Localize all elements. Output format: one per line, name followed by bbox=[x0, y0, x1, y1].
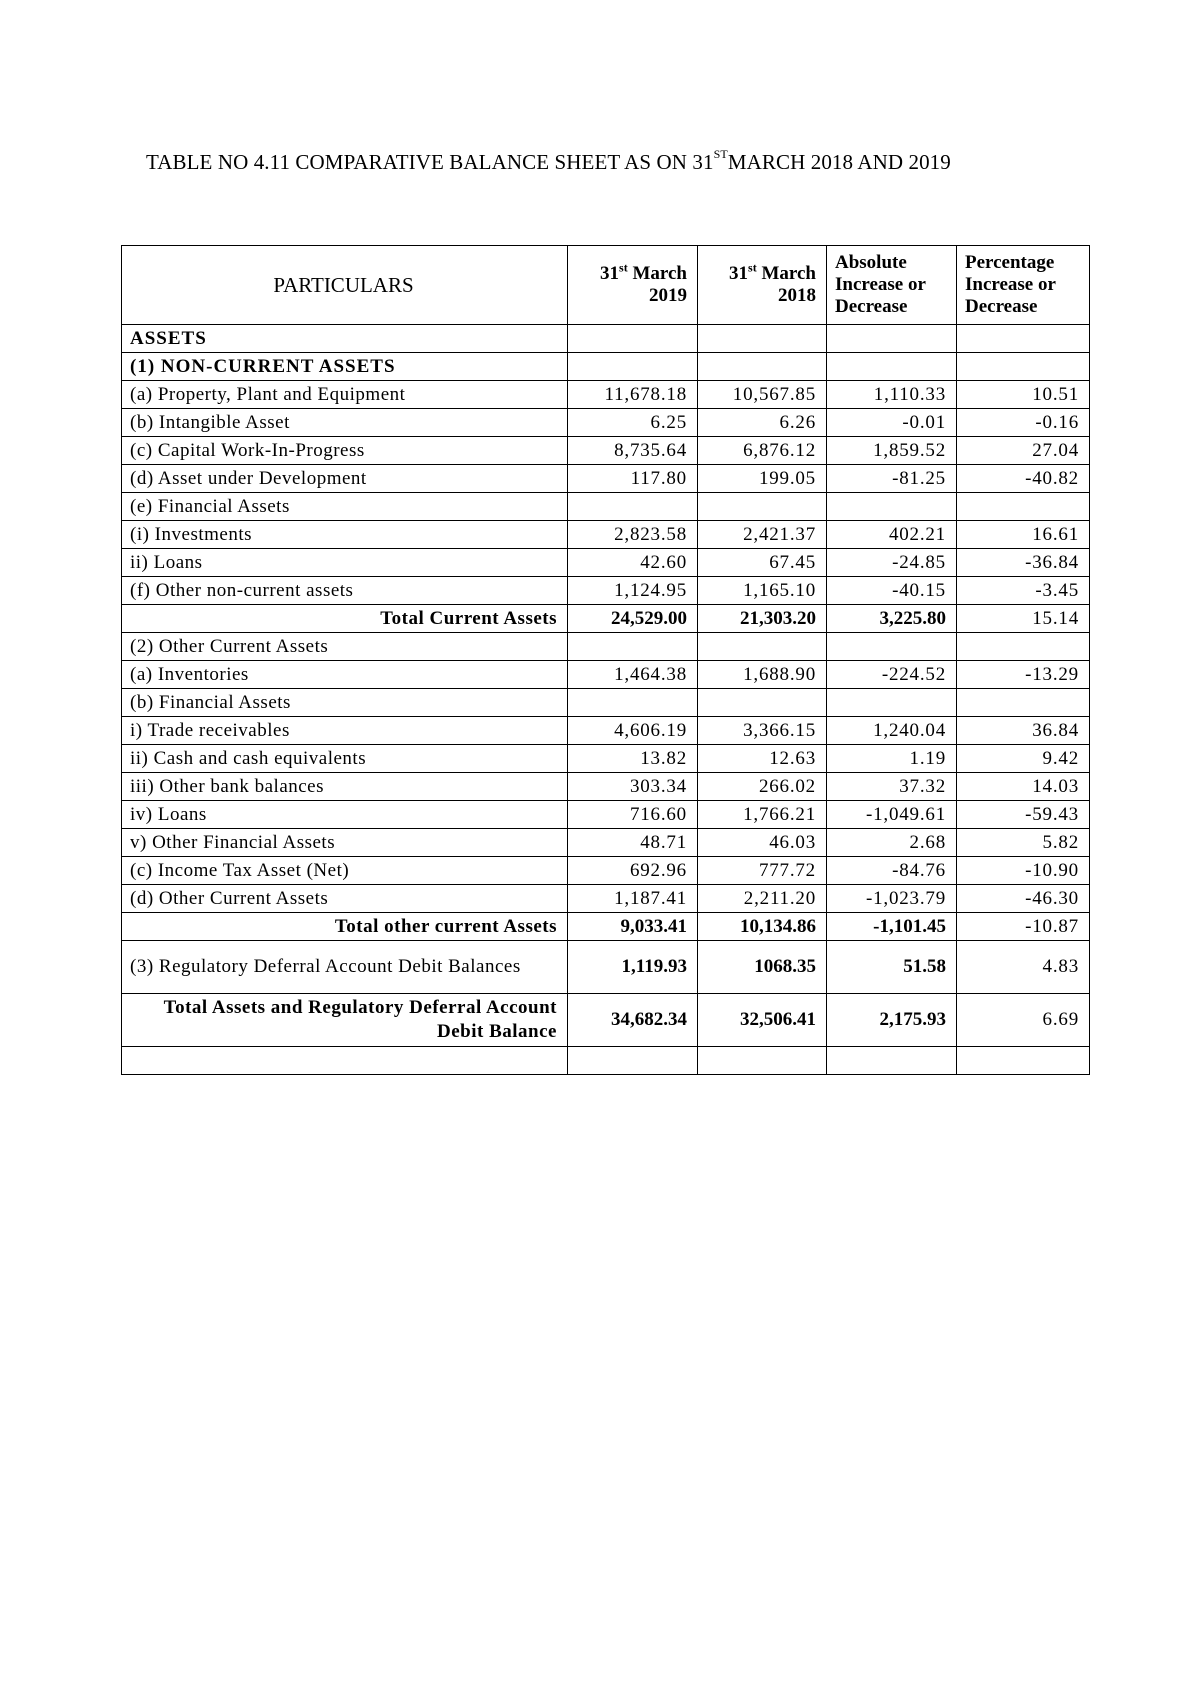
header-row bbox=[122, 246, 1090, 325]
value-2019: 692.96 bbox=[568, 857, 698, 885]
value-2019: 2,823.58 bbox=[568, 521, 698, 549]
table-row bbox=[122, 633, 1090, 661]
percentage-change bbox=[957, 633, 1090, 661]
header-march-2019 bbox=[568, 246, 698, 325]
row-label: iii) Other bank balances bbox=[122, 773, 568, 801]
absolute-change: -1,023.79 bbox=[827, 885, 957, 913]
table-row bbox=[122, 381, 1090, 409]
value-2019: 1,124.95 bbox=[568, 577, 698, 605]
header-march-2018 bbox=[698, 246, 827, 325]
percentage-change: -10.90 bbox=[957, 857, 1090, 885]
value-2019: 6.25 bbox=[568, 409, 698, 437]
value-2018: 32,506.41 bbox=[698, 994, 827, 1047]
absolute-change bbox=[827, 1047, 957, 1075]
value-2018: 67.45 bbox=[698, 549, 827, 577]
percentage-change: -46.30 bbox=[957, 885, 1090, 913]
percentage-change: 4.83 bbox=[957, 941, 1090, 994]
percentage-change: -10.87 bbox=[957, 913, 1090, 941]
table-row bbox=[122, 941, 1090, 994]
percentage-change: -3.45 bbox=[957, 577, 1090, 605]
value-2019 bbox=[568, 1047, 698, 1075]
table-row bbox=[122, 829, 1090, 857]
value-2018 bbox=[698, 493, 827, 521]
header-2019-suffix: March 2019 bbox=[627, 263, 687, 306]
percentage-change: 16.61 bbox=[957, 521, 1090, 549]
header-percentage-change: Percentage Increase or Decrease bbox=[957, 246, 1090, 325]
table-row bbox=[122, 1047, 1090, 1075]
value-2018: 1068.35 bbox=[698, 941, 827, 994]
percentage-change: -0.16 bbox=[957, 409, 1090, 437]
absolute-change: 37.32 bbox=[827, 773, 957, 801]
absolute-change: 2.68 bbox=[827, 829, 957, 857]
row-label: ASSETS bbox=[122, 325, 568, 353]
row-label: (d) Asset under Development bbox=[122, 465, 568, 493]
absolute-change: 1.19 bbox=[827, 745, 957, 773]
table-row bbox=[122, 465, 1090, 493]
absolute-change: 51.58 bbox=[827, 941, 957, 994]
absolute-change: 1,859.52 bbox=[827, 437, 957, 465]
absolute-change: -1,049.61 bbox=[827, 801, 957, 829]
value-2019 bbox=[568, 689, 698, 717]
value-2018: 266.02 bbox=[698, 773, 827, 801]
value-2019: 117.80 bbox=[568, 465, 698, 493]
value-2019: 716.60 bbox=[568, 801, 698, 829]
value-2018: 1,165.10 bbox=[698, 577, 827, 605]
header-2018-prefix: 31 bbox=[729, 263, 749, 284]
percentage-change bbox=[957, 493, 1090, 521]
absolute-change: -40.15 bbox=[827, 577, 957, 605]
absolute-change: 3,225.80 bbox=[827, 605, 957, 633]
percentage-change: -40.82 bbox=[957, 465, 1090, 493]
row-label: i) Trade receivables bbox=[122, 717, 568, 745]
percentage-change: 27.04 bbox=[957, 437, 1090, 465]
table-row bbox=[122, 689, 1090, 717]
row-label: ii) Loans bbox=[122, 549, 568, 577]
percentage-change: -13.29 bbox=[957, 661, 1090, 689]
value-2019: 11,678.18 bbox=[568, 381, 698, 409]
absolute-change: -24.85 bbox=[827, 549, 957, 577]
row-label: iv) Loans bbox=[122, 801, 568, 829]
value-2019: 8,735.64 bbox=[568, 437, 698, 465]
table-row bbox=[122, 717, 1090, 745]
value-2018: 12.63 bbox=[698, 745, 827, 773]
table-row bbox=[122, 857, 1090, 885]
absolute-change: 1,110.33 bbox=[827, 381, 957, 409]
value-2019: 1,119.93 bbox=[568, 941, 698, 994]
absolute-change: -224.52 bbox=[827, 661, 957, 689]
value-2019: 42.60 bbox=[568, 549, 698, 577]
absolute-change bbox=[827, 689, 957, 717]
value-2019: 24,529.00 bbox=[568, 605, 698, 633]
table-row bbox=[122, 913, 1090, 941]
table-row bbox=[122, 325, 1090, 353]
percentage-change bbox=[957, 689, 1090, 717]
row-label: (c) Capital Work-In-Progress bbox=[122, 437, 568, 465]
row-label: (c) Income Tax Asset (Net) bbox=[122, 857, 568, 885]
row-label: (3) Regulatory Deferral Account Debit Balances bbox=[122, 941, 568, 994]
row-label: (1) NON-CURRENT ASSETS bbox=[122, 353, 568, 381]
row-label: (b) Financial Assets bbox=[122, 689, 568, 717]
title-suffix: MARCH 2018 AND 2019 bbox=[727, 150, 951, 174]
table-row bbox=[122, 773, 1090, 801]
table-row bbox=[122, 493, 1090, 521]
percentage-change: 5.82 bbox=[957, 829, 1090, 857]
row-label: (i) Investments bbox=[122, 521, 568, 549]
absolute-change bbox=[827, 633, 957, 661]
percentage-change: -59.43 bbox=[957, 801, 1090, 829]
balance-sheet-table bbox=[121, 245, 1090, 1075]
value-2018: 777.72 bbox=[698, 857, 827, 885]
row-label: v) Other Financial Assets bbox=[122, 829, 568, 857]
absolute-change bbox=[827, 493, 957, 521]
percentage-change: 36.84 bbox=[957, 717, 1090, 745]
value-2018: 2,211.20 bbox=[698, 885, 827, 913]
value-2019: 1,187.41 bbox=[568, 885, 698, 913]
percentage-change: 10.51 bbox=[957, 381, 1090, 409]
percentage-change: -36.84 bbox=[957, 549, 1090, 577]
absolute-change: 402.21 bbox=[827, 521, 957, 549]
table-row bbox=[122, 549, 1090, 577]
value-2018 bbox=[698, 689, 827, 717]
table-row bbox=[122, 577, 1090, 605]
header-2019-sup: st bbox=[619, 260, 628, 275]
value-2019 bbox=[568, 633, 698, 661]
table-row bbox=[122, 885, 1090, 913]
header-2018-sup: st bbox=[748, 260, 757, 275]
row-label: Total Assets and Regulatory Deferral Account Debit Balance bbox=[122, 994, 568, 1047]
title-prefix: TABLE NO 4.11 COMPARATIVE BALANCE SHEET AS ON 31 bbox=[146, 150, 714, 174]
value-2018 bbox=[698, 353, 827, 381]
table-row bbox=[122, 409, 1090, 437]
value-2018: 1,688.90 bbox=[698, 661, 827, 689]
value-2018: 6.26 bbox=[698, 409, 827, 437]
value-2018 bbox=[698, 325, 827, 353]
document-title bbox=[146, 141, 1086, 183]
row-label: (a) Inventories bbox=[122, 661, 568, 689]
table-row bbox=[122, 661, 1090, 689]
header-particulars: PARTICULARS bbox=[122, 246, 568, 325]
title-superscript: ST bbox=[713, 147, 728, 161]
value-2019 bbox=[568, 493, 698, 521]
percentage-change bbox=[957, 353, 1090, 381]
value-2019: 4,606.19 bbox=[568, 717, 698, 745]
value-2019 bbox=[568, 325, 698, 353]
table-row bbox=[122, 605, 1090, 633]
percentage-change bbox=[957, 1047, 1090, 1075]
value-2019 bbox=[568, 353, 698, 381]
absolute-change: 1,240.04 bbox=[827, 717, 957, 745]
table-row bbox=[122, 353, 1090, 381]
percentage-change: 14.03 bbox=[957, 773, 1090, 801]
value-2018: 21,303.20 bbox=[698, 605, 827, 633]
value-2019: 9,033.41 bbox=[568, 913, 698, 941]
row-label: (f) Other non-current assets bbox=[122, 577, 568, 605]
value-2018: 2,421.37 bbox=[698, 521, 827, 549]
absolute-change: -81.25 bbox=[827, 465, 957, 493]
row-label: (a) Property, Plant and Equipment bbox=[122, 381, 568, 409]
table-row bbox=[122, 521, 1090, 549]
absolute-change bbox=[827, 325, 957, 353]
table-row bbox=[122, 994, 1090, 1047]
value-2018: 1,766.21 bbox=[698, 801, 827, 829]
value-2019: 13.82 bbox=[568, 745, 698, 773]
row-label: ii) Cash and cash equivalents bbox=[122, 745, 568, 773]
absolute-change bbox=[827, 353, 957, 381]
value-2019: 34,682.34 bbox=[568, 994, 698, 1047]
table-row bbox=[122, 437, 1090, 465]
absolute-change: -1,101.45 bbox=[827, 913, 957, 941]
value-2018 bbox=[698, 633, 827, 661]
table-row bbox=[122, 801, 1090, 829]
table-body bbox=[122, 325, 1090, 1075]
value-2018 bbox=[698, 1047, 827, 1075]
row-label: (2) Other Current Assets bbox=[122, 633, 568, 661]
value-2018: 10,134.86 bbox=[698, 913, 827, 941]
value-2018: 3,366.15 bbox=[698, 717, 827, 745]
header-2019-prefix: 31 bbox=[600, 263, 620, 284]
value-2018: 6,876.12 bbox=[698, 437, 827, 465]
row-label: (d) Other Current Assets bbox=[122, 885, 568, 913]
percentage-change bbox=[957, 325, 1090, 353]
absolute-change: -0.01 bbox=[827, 409, 957, 437]
percentage-change: 6.69 bbox=[957, 994, 1090, 1047]
value-2018: 199.05 bbox=[698, 465, 827, 493]
row-label: Total Current Assets bbox=[122, 605, 568, 633]
value-2018: 10,567.85 bbox=[698, 381, 827, 409]
value-2018: 46.03 bbox=[698, 829, 827, 857]
row-label: Total other current Assets bbox=[122, 913, 568, 941]
table-row bbox=[122, 745, 1090, 773]
percentage-change: 15.14 bbox=[957, 605, 1090, 633]
header-2018-suffix: March 2018 bbox=[756, 263, 816, 306]
percentage-change: 9.42 bbox=[957, 745, 1090, 773]
value-2019: 303.34 bbox=[568, 773, 698, 801]
absolute-change: 2,175.93 bbox=[827, 994, 957, 1047]
value-2019: 1,464.38 bbox=[568, 661, 698, 689]
value-2019: 48.71 bbox=[568, 829, 698, 857]
row-label: (b) Intangible Asset bbox=[122, 409, 568, 437]
header-absolute-change: Absolute Increase or Decrease bbox=[827, 246, 957, 325]
absolute-change: -84.76 bbox=[827, 857, 957, 885]
row-label bbox=[122, 1047, 568, 1075]
row-label: (e) Financial Assets bbox=[122, 493, 568, 521]
